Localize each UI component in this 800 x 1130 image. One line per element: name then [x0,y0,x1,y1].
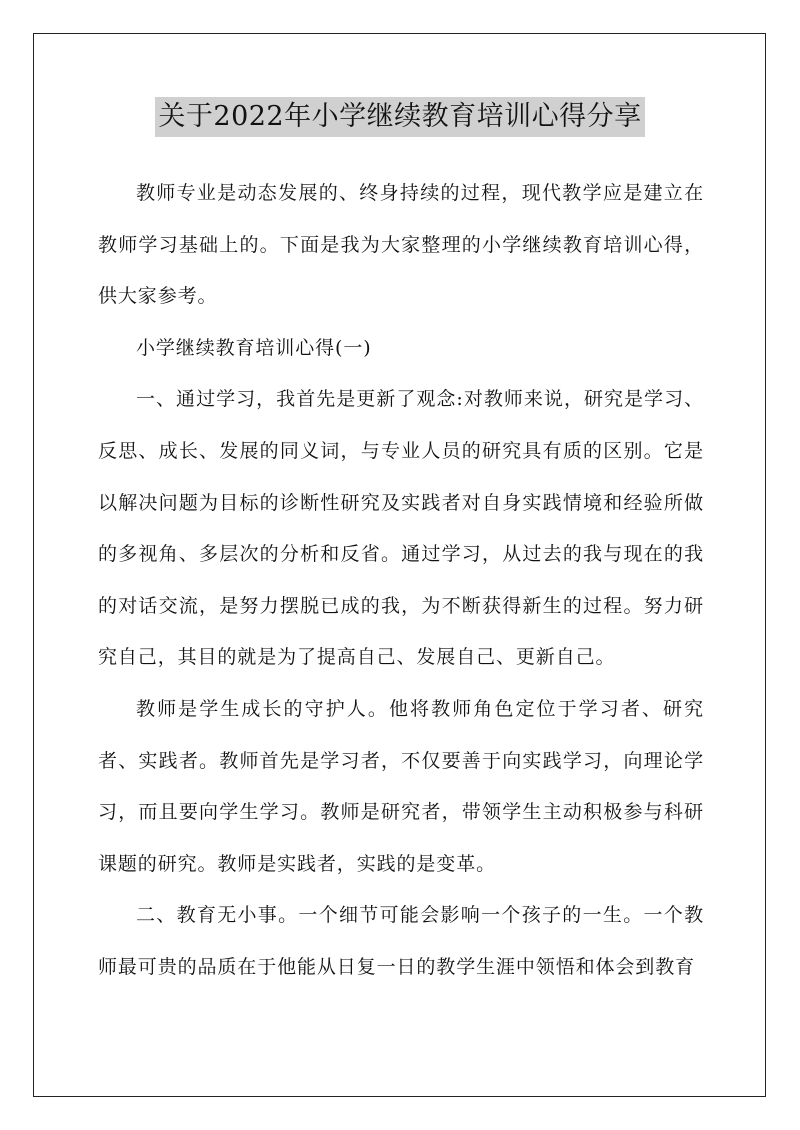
paragraph-intro: 教师专业是动态发展的、终身持续的过程，现代教学应是建立在教师学习基础上的。下面是我为大家整理的小学继续教育培训心得，供大家参考。 [98,182,704,308]
document-title: 关于2022年小学继续教育培训心得分享 [155,97,644,137]
paragraph-point-one: 一、通过学习，我首先是更新了观念:对教师来说，研究是学习、反思、成长、发展的同义词，与专业人员的研究具有质的区别。它是以解决问题为目标的诊断性研究及实践者对自身实践情境和经验所做的多视角、多层次的分析和反省。通过学习，从过去的我与现在的我的对话交流，是努力摆脱已成的我，为不断获得新生的过程。努力研究自己，其目的就是为了提高自己、发展自己、更新自己。 [98,388,704,669]
paragraph-teacher-role: 教师是学生成长的守护人。他将教师角色定位于学习者、研究者、实践者。教师首先是学习者，不仅要善于向实践学习，向理论学习，而且要向学生学习。教师是研究者，带领学生主动积极参与科研课题的研究。教师是实践者，实践的是变革。 [98,697,704,875]
paragraph-point-two: 二、教育无小事。一个细节可能会影响一个孩子的一生。一个教师最可贵的品质在于他能从日复一日的教学生涯中领悟和体会到教育 [98,904,704,978]
section-heading: 小学继续教育培训心得(一) [136,336,372,359]
title-container [0,97,800,137]
document-body [98,168,704,994]
